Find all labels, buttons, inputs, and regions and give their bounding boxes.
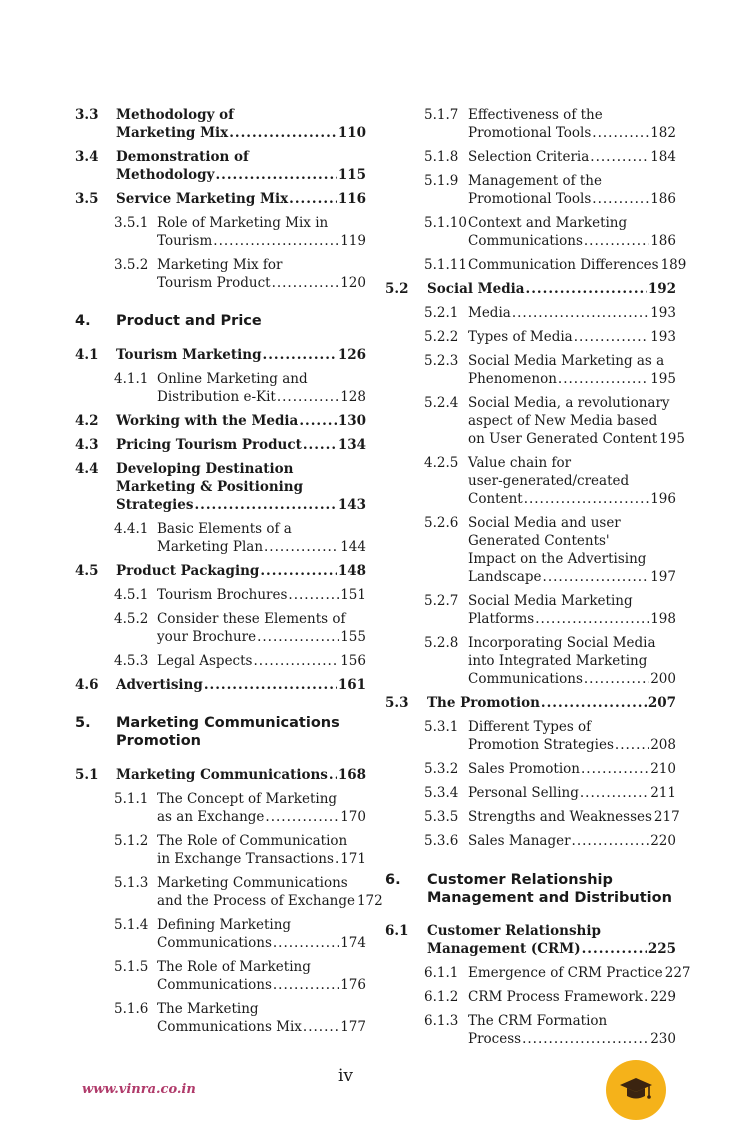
dot-leader bbox=[522, 1030, 649, 1048]
dot-leader bbox=[253, 652, 339, 670]
toc-entry-title-line: Social Media, a revolutionary bbox=[468, 395, 670, 411]
toc-entry-title-line: Sales Promotion bbox=[468, 761, 580, 777]
dot-leader bbox=[584, 670, 649, 688]
dot-leader bbox=[299, 412, 337, 430]
toc-entry-number: 6. bbox=[385, 872, 401, 888]
toc-page-number: 128 bbox=[340, 389, 366, 405]
toc-page-number: 130 bbox=[337, 413, 366, 429]
toc-entry-number: 5.1.7 bbox=[424, 107, 459, 123]
toc-entry-title-line: The Marketing bbox=[157, 1001, 259, 1017]
toc-entry-title-line: Management (CRM) bbox=[427, 941, 581, 957]
toc-page-number: 174 bbox=[340, 935, 366, 951]
toc-entry-number: 5.1 bbox=[75, 767, 99, 783]
toc-page-number: 120 bbox=[340, 275, 366, 291]
toc-entry-number: 4.4.1 bbox=[114, 521, 149, 537]
dot-leader bbox=[584, 232, 649, 250]
dot-leader bbox=[592, 190, 649, 208]
dot-leader bbox=[277, 388, 339, 406]
dot-leader bbox=[289, 190, 337, 208]
toc-entry-title-line: The Role of Marketing bbox=[157, 959, 311, 975]
dot-leader bbox=[543, 568, 650, 586]
toc-page-number: 151 bbox=[340, 587, 366, 603]
toc-entry-title-line: Communications bbox=[468, 671, 583, 687]
toc-entry-number: 5.3.5 bbox=[424, 809, 459, 825]
toc-page-number: 171 bbox=[340, 851, 366, 867]
toc-entry-title-line: Demonstration of bbox=[116, 149, 249, 165]
toc-page-number: 220 bbox=[650, 833, 676, 849]
toc-page-number: 208 bbox=[650, 737, 676, 753]
toc-entry-title-line: Promotional Tools bbox=[468, 191, 592, 207]
dot-leader bbox=[263, 346, 337, 364]
toc-page-number: 225 bbox=[647, 941, 676, 957]
dot-leader bbox=[229, 124, 337, 142]
toc-entry-title-line: Different Types of bbox=[468, 719, 592, 735]
toc-page-number: 155 bbox=[340, 629, 366, 645]
toc-entry-number: 5.1.6 bbox=[114, 1001, 149, 1017]
toc-page-number: 161 bbox=[337, 677, 366, 693]
toc-page-number: 227 bbox=[664, 965, 691, 981]
toc-entry-title-line: Online Marketing and bbox=[157, 371, 308, 387]
toc-entry-title-line: Management of the bbox=[468, 173, 602, 189]
toc-page-number: 193 bbox=[650, 329, 676, 345]
toc-entry-title-line: Personal Selling bbox=[468, 785, 579, 801]
toc-page-number: 230 bbox=[650, 1031, 676, 1047]
toc-entry-title-line: Product Packaging bbox=[116, 563, 260, 579]
dot-leader bbox=[574, 328, 650, 346]
toc-entry-title-line: Basic Elements of a bbox=[157, 521, 292, 537]
toc-page-number: 197 bbox=[650, 569, 676, 585]
toc-entry-title-line: Marketing Plan bbox=[157, 539, 264, 555]
toc-entry-title-line: Promotional Tools bbox=[468, 125, 592, 141]
toc-entry-title-line: Social Media Marketing as a bbox=[468, 353, 665, 369]
toc-entry-title-line: Product and Price bbox=[116, 313, 262, 329]
toc-page-number: 217 bbox=[653, 809, 680, 825]
toc-entry-title-line: Communications bbox=[468, 233, 583, 249]
toc-page-number: 176 bbox=[340, 977, 366, 993]
toc-entry-title-line: The CRM Formation bbox=[468, 1013, 608, 1029]
toc-entry-number: 5.1.2 bbox=[114, 833, 149, 849]
dot-leader bbox=[541, 694, 647, 712]
toc-entry-number: 5.2.2 bbox=[424, 329, 459, 345]
toc-page-number: 144 bbox=[340, 539, 366, 555]
toc-entry-title-line: The Concept of Marketing bbox=[157, 791, 338, 807]
toc-entry-number: 4.3 bbox=[75, 437, 99, 453]
toc-entry-title-line: Methodology of bbox=[116, 107, 234, 123]
toc-entry-title-line: Strengths and Weaknesses bbox=[468, 809, 652, 825]
toc-entry-title-line: Tourism Product bbox=[157, 275, 271, 291]
toc-page-number: 148 bbox=[337, 563, 366, 579]
toc-entry-title-line: Customer Relationship bbox=[427, 872, 613, 888]
toc-entry-number: 5.2.6 bbox=[424, 515, 459, 531]
dot-leader bbox=[288, 586, 339, 604]
toc-entry-title-line: as an Exchange bbox=[157, 809, 265, 825]
toc-entry-title-line: your Brochure bbox=[157, 629, 257, 645]
toc-entry-title-line: user-generated/created bbox=[468, 473, 630, 489]
toc-entry-title-line: Marketing Communications bbox=[116, 715, 340, 731]
toc-page-number: 143 bbox=[337, 497, 366, 513]
toc-page-number: 177 bbox=[340, 1019, 366, 1035]
toc-entry-number: 4.5.1 bbox=[114, 587, 149, 603]
toc-entry-title-line: Sales Manager bbox=[468, 833, 571, 849]
toc-page-number: 168 bbox=[337, 767, 366, 783]
toc-entry-title-line: Communication Differences bbox=[468, 257, 659, 273]
toc-entry-title-line: Tourism bbox=[157, 233, 213, 249]
dot-leader bbox=[512, 304, 649, 322]
toc-entry-title-line: Emergence of CRM Practice bbox=[468, 965, 663, 981]
toc-entry-title-line: Effectiveness of the bbox=[468, 107, 603, 123]
toc-page-number: 195 bbox=[650, 371, 676, 387]
toc-entry-number: 4.5.3 bbox=[114, 653, 149, 669]
toc-entry-title-line: Promotion Strategies bbox=[468, 737, 614, 753]
dot-leader bbox=[582, 940, 647, 958]
dot-leader bbox=[572, 832, 650, 850]
toc-page-number: 172 bbox=[356, 893, 383, 909]
toc-entry-title-line: Value chain for bbox=[468, 455, 572, 471]
toc-page-number: 119 bbox=[340, 233, 366, 249]
toc-entry-number: 5.1.10 bbox=[424, 215, 467, 231]
dot-leader bbox=[303, 1018, 339, 1036]
toc-page-number: 210 bbox=[650, 761, 676, 777]
toc-entry-number: 6.1 bbox=[385, 923, 409, 939]
toc-entry-title-line: on User Generated Content bbox=[468, 431, 658, 447]
toc-entry-title-line: Impact on the Advertising bbox=[468, 551, 647, 567]
toc-page-number: 110 bbox=[337, 125, 366, 141]
site-url[interactable]: www.vinra.co.in bbox=[82, 1082, 196, 1097]
toc-entry-title-line: Management and Distribution bbox=[427, 890, 672, 906]
dot-leader bbox=[615, 736, 649, 754]
dot-leader bbox=[535, 610, 649, 628]
toc-entry-number: 5.1.3 bbox=[114, 875, 149, 891]
toc-entry-title-line: Marketing Communications bbox=[157, 875, 348, 891]
toc-entry-number: 5.2.3 bbox=[424, 353, 459, 369]
toc-entry-number: 5.2.7 bbox=[424, 593, 459, 609]
toc-entry-title-line: Communications bbox=[157, 977, 272, 993]
toc-entry-title-line: Social Media bbox=[427, 281, 525, 297]
toc-page-number: 192 bbox=[647, 281, 676, 297]
toc-entry-number: 3.3 bbox=[75, 107, 99, 123]
toc-page-number: 189 bbox=[660, 257, 687, 273]
dot-leader bbox=[273, 976, 339, 994]
toc-entry-number: 3.5.1 bbox=[114, 215, 149, 231]
toc-entry-number: 3.4 bbox=[75, 149, 99, 165]
toc-entry-title-line: aspect of New Media based bbox=[468, 413, 658, 429]
toc-entry-number: 6.1.1 bbox=[424, 965, 459, 981]
toc-entry-number: 5.2.8 bbox=[424, 635, 459, 651]
toc-entry-title-line: Media bbox=[468, 305, 511, 321]
toc-entry-title-line: Selection Criteria bbox=[468, 149, 590, 165]
toc-entry-title-line: The Promotion bbox=[427, 695, 540, 711]
toc-entry-number: 3.5 bbox=[75, 191, 99, 207]
dot-leader bbox=[215, 166, 336, 184]
toc-entry-number: 4.5 bbox=[75, 563, 99, 579]
dot-leader bbox=[558, 370, 649, 388]
toc-entry-number: 5.3 bbox=[385, 695, 409, 711]
toc-entry-title-line: into Integrated Marketing bbox=[468, 653, 648, 669]
toc-entry-number: 4. bbox=[75, 313, 91, 329]
toc-page-number: 198 bbox=[650, 611, 676, 627]
toc-page-number: 229 bbox=[650, 989, 676, 1005]
toc-page-number: 156 bbox=[340, 653, 366, 669]
toc-entry-number: 4.2 bbox=[75, 413, 99, 429]
toc-entry-title-line: Context and Marketing bbox=[468, 215, 628, 231]
dot-leader bbox=[194, 496, 336, 514]
toc-entry-number: 5.1.4 bbox=[114, 917, 149, 933]
toc-entry-number: 5.3.2 bbox=[424, 761, 459, 777]
toc-entry-title-line: Developing Destination bbox=[116, 461, 294, 477]
toc-entry-title-line: The Role of Communication bbox=[157, 833, 348, 849]
toc-entry-title-line: Methodology bbox=[116, 167, 215, 183]
toc-entry-number: 4.1 bbox=[75, 347, 99, 363]
dot-leader bbox=[335, 850, 339, 868]
toc-page-number: 200 bbox=[650, 671, 676, 687]
toc-entry-number: 5.1.8 bbox=[424, 149, 459, 165]
toc-entry-title-line: Pricing Tourism Product bbox=[116, 437, 302, 453]
toc-page-number: 115 bbox=[337, 167, 366, 183]
graduation-cap-icon bbox=[618, 1072, 654, 1108]
dot-leader bbox=[644, 988, 649, 1006]
toc-entry-title-line: Social Media and user bbox=[468, 515, 621, 531]
toc-entry-number: 6.1.2 bbox=[424, 989, 459, 1005]
toc-entry-number: 5.1.5 bbox=[114, 959, 149, 975]
toc-entry-title-line: Platforms bbox=[468, 611, 535, 627]
toc-entry-number: 5.2 bbox=[385, 281, 409, 297]
toc-page-number: 184 bbox=[650, 149, 676, 165]
toc-entry-title-line: Role of Marketing Mix in bbox=[157, 215, 329, 231]
logo-badge bbox=[606, 1060, 666, 1120]
toc-entry-title-line: Advertising bbox=[116, 677, 203, 693]
toc-entry-number: 4.5.2 bbox=[114, 611, 149, 627]
toc-entry-title-line: Tourism Marketing bbox=[116, 347, 262, 363]
toc-entry-number: 4.4 bbox=[75, 461, 99, 477]
dot-leader bbox=[260, 562, 336, 580]
toc-entry-title-line: Communications Mix bbox=[157, 1019, 302, 1035]
toc-page-number: 195 bbox=[659, 431, 685, 447]
toc-page-number: 126 bbox=[337, 347, 366, 363]
toc-entry-number: 4.2.5 bbox=[424, 455, 459, 471]
toc-entry-title-line: Strategies bbox=[116, 497, 194, 513]
toc-page-number: 193 bbox=[650, 305, 676, 321]
toc-entry-title-line: Distribution e-Kit bbox=[157, 389, 276, 405]
toc-entry-title-line: Marketing Mix bbox=[116, 125, 229, 141]
toc-entry-title-line: Defining Marketing bbox=[157, 917, 292, 933]
toc-page-number: 186 bbox=[650, 191, 676, 207]
dot-leader bbox=[264, 538, 339, 556]
toc-entry-title-line: Promotion bbox=[116, 733, 201, 749]
dot-leader bbox=[265, 808, 339, 826]
toc-entry-title-line: Landscape bbox=[468, 569, 542, 585]
dot-leader bbox=[272, 274, 340, 292]
toc-page-number: 134 bbox=[337, 437, 366, 453]
dot-leader bbox=[213, 232, 339, 250]
toc-entry-number: 6.1.3 bbox=[424, 1013, 459, 1029]
toc-entry-number: 5.3.6 bbox=[424, 833, 459, 849]
toc-entry-title-line: Types of Media bbox=[468, 329, 573, 345]
toc-page-number: 116 bbox=[337, 191, 366, 207]
toc-entry-title-line: Generated Contents' bbox=[468, 533, 610, 549]
dot-leader bbox=[257, 628, 339, 646]
toc-entry-title-line: and the Process of Exchange bbox=[157, 893, 355, 909]
toc-entry-title-line: Content bbox=[468, 491, 523, 507]
dot-leader bbox=[204, 676, 337, 694]
page-number: iv bbox=[338, 1066, 354, 1086]
toc-entry-title-line: Communications bbox=[157, 935, 272, 951]
toc-entry-number: 5.3.1 bbox=[424, 719, 459, 735]
toc-entry-title-line: Marketing Mix for bbox=[157, 257, 283, 273]
dot-leader bbox=[303, 436, 337, 454]
toc-entry-number: 5.2.1 bbox=[424, 305, 459, 321]
toc-entry-number: 5.1.9 bbox=[424, 173, 459, 189]
toc-entry-number: 5.1.11 bbox=[424, 257, 467, 273]
toc-entry-title-line: Marketing Communications bbox=[116, 767, 328, 783]
toc-page-number: 182 bbox=[650, 125, 676, 141]
toc-entry-title-line: Social Media Marketing bbox=[468, 593, 633, 609]
toc-entry-title-line: Incorporating Social Media bbox=[468, 635, 656, 651]
toc-entry-title-line: Tourism Brochures bbox=[157, 587, 288, 603]
toc-entry-number: 4.6 bbox=[75, 677, 99, 693]
toc-entry-title-line: Phenomenon bbox=[468, 371, 557, 387]
dot-leader bbox=[592, 124, 649, 142]
toc-entry-title-line: Process bbox=[468, 1031, 522, 1047]
toc-page-number: 186 bbox=[650, 233, 676, 249]
toc-page-number: 196 bbox=[650, 491, 676, 507]
toc-entry-title-line: Legal Aspects bbox=[157, 653, 253, 669]
toc-page-number: 170 bbox=[340, 809, 366, 825]
toc-entry-number: 5. bbox=[75, 715, 91, 731]
dot-leader bbox=[526, 280, 647, 298]
toc-entry-number: 4.1.1 bbox=[114, 371, 149, 387]
toc-entry-title-line: Customer Relationship bbox=[427, 923, 601, 939]
toc-entry-number: 5.1.1 bbox=[114, 791, 149, 807]
toc-entry-number: 3.5.2 bbox=[114, 257, 149, 273]
toc-entry-title-line: CRM Process Framework bbox=[468, 989, 643, 1005]
dot-leader bbox=[329, 766, 337, 784]
dot-leader bbox=[524, 490, 650, 508]
toc-entry-title-line: Consider these Elements of bbox=[157, 611, 346, 627]
dot-leader bbox=[581, 760, 649, 778]
dot-leader bbox=[580, 784, 649, 802]
dot-leader bbox=[590, 148, 649, 166]
toc-entry-number: 5.3.4 bbox=[424, 785, 459, 801]
toc-entry-title-line: in Exchange Transactions bbox=[157, 851, 334, 867]
toc-page-number: 211 bbox=[650, 785, 676, 801]
toc-entry-title-line: Service Marketing Mix bbox=[116, 191, 289, 207]
toc-entry-title-line: Marketing & Positioning bbox=[116, 479, 304, 495]
toc-entry-number: 5.2.4 bbox=[424, 395, 459, 411]
dot-leader bbox=[273, 934, 339, 952]
toc-entry-title-line: Working with the Media bbox=[116, 413, 299, 429]
toc-page-number: 207 bbox=[647, 695, 676, 711]
